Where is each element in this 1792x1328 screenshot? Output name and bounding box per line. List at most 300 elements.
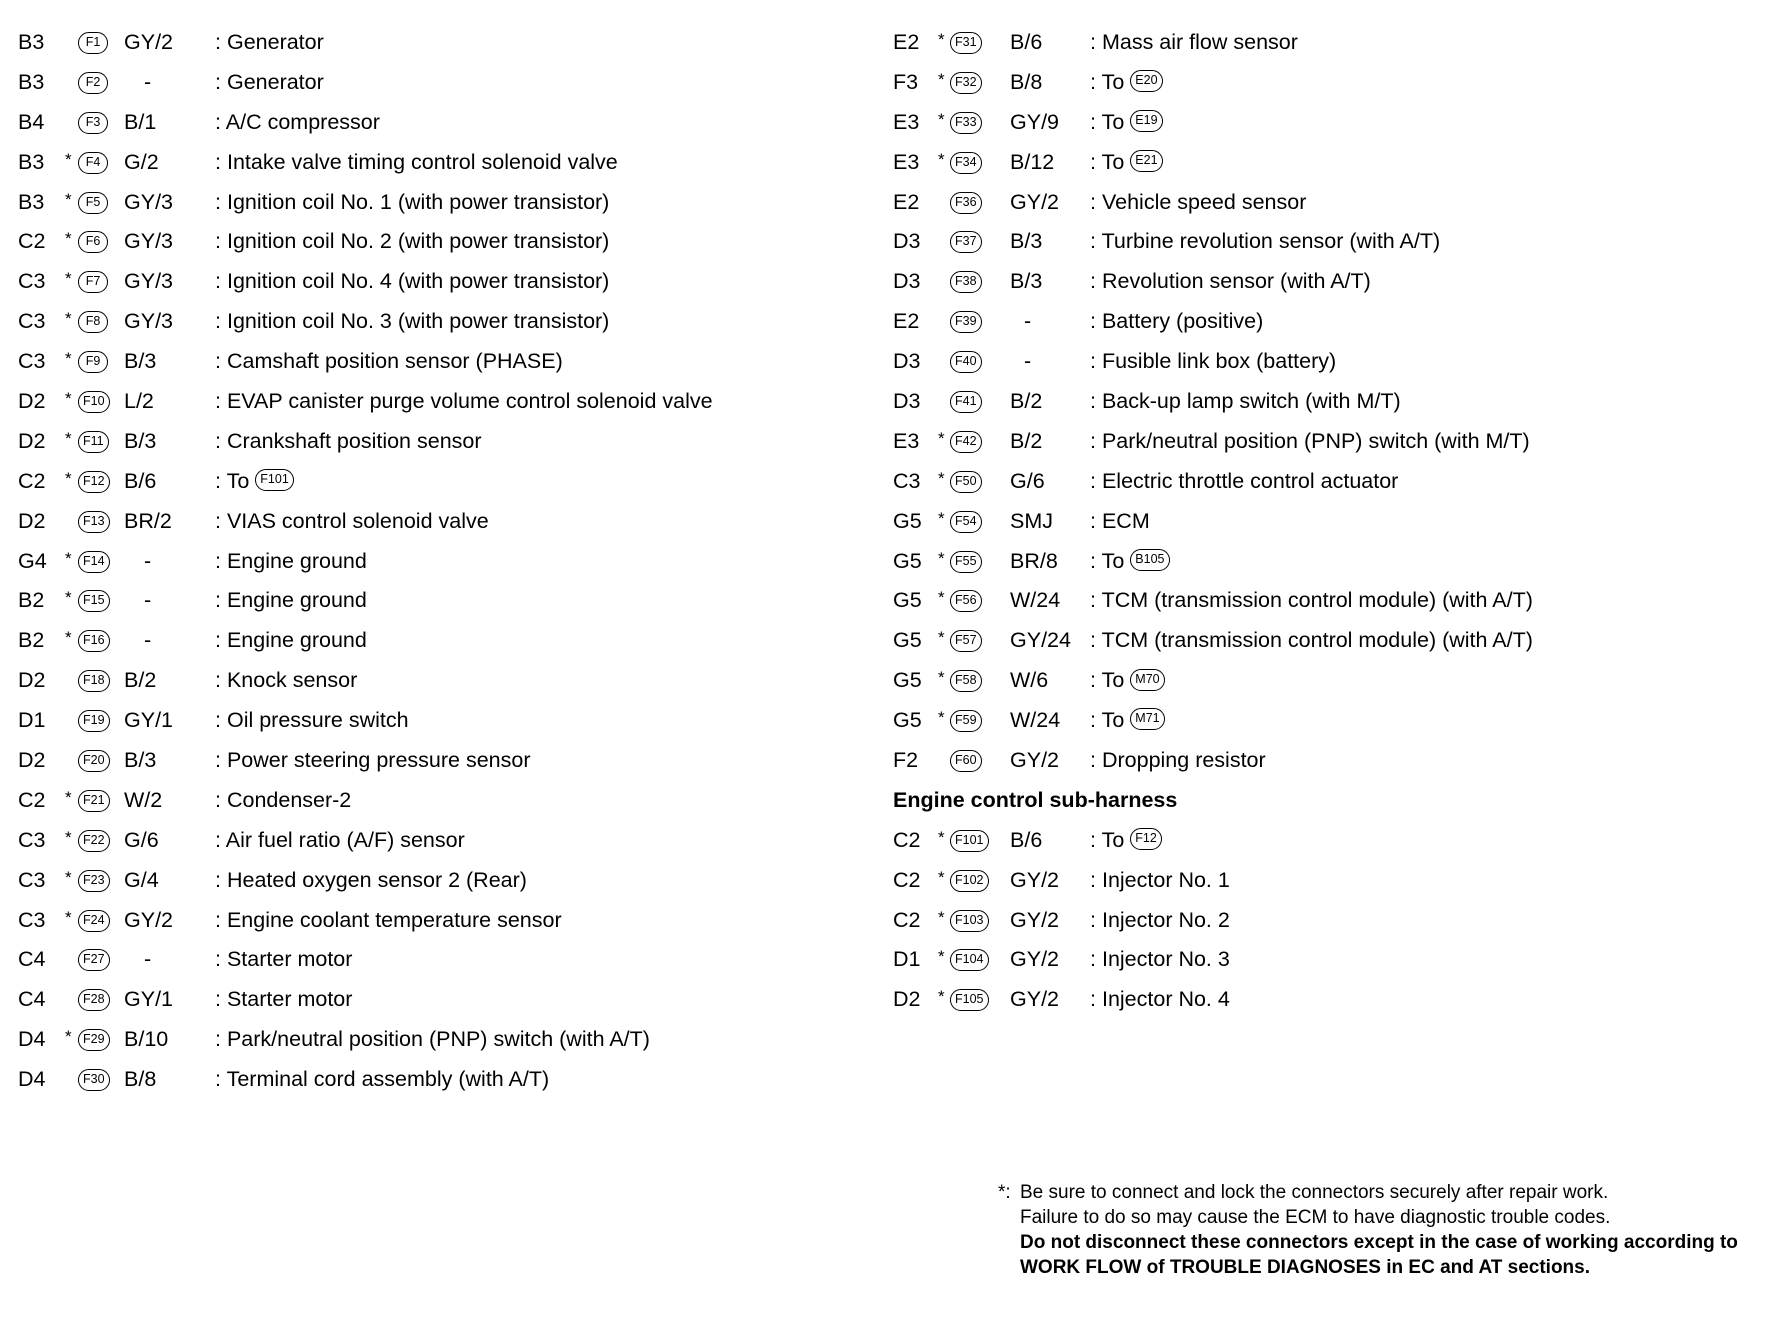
connector-row — [18, 581, 868, 621]
lock-star-icon: * — [65, 787, 72, 807]
grid-location: G5 — [893, 628, 922, 653]
connector-description — [1090, 143, 1163, 183]
connector-number: F24 — [78, 910, 110, 932]
colon-separator: : — [215, 229, 221, 254]
colon-separator: : — [215, 787, 221, 812]
lock-star-icon: * — [65, 588, 72, 608]
connector-row — [893, 581, 1773, 621]
connector-spec: GY/2 — [1010, 867, 1059, 892]
grid-location: B3 — [18, 69, 45, 94]
connector-description — [215, 1020, 650, 1060]
connector-description — [215, 422, 482, 462]
grid-location: C3 — [18, 827, 46, 852]
grid-location: D4 — [18, 1027, 46, 1052]
connector-description — [215, 262, 609, 302]
colon-separator: : — [215, 827, 221, 852]
lock-star-icon: * — [938, 668, 945, 688]
connector-spec: B/3 — [124, 428, 157, 453]
footnote-line-2: Failure to do so may cause the ECM to have diagnostic trouble codes. — [1020, 1207, 1611, 1228]
colon-separator: : — [1090, 189, 1096, 214]
connector-number: F9 — [78, 351, 108, 373]
description-text: Injector No. 3 — [1101, 947, 1230, 972]
connector-row — [893, 980, 1773, 1020]
connector-number: F58 — [950, 670, 982, 692]
connector-spec: G/4 — [124, 867, 159, 892]
connector-spec: GY/2 — [1010, 907, 1059, 932]
lock-star-icon: * — [938, 548, 945, 568]
connector-spec: B/3 — [1010, 269, 1043, 294]
colon-separator: : — [1090, 708, 1096, 733]
colon-separator: : — [215, 468, 221, 493]
colon-separator: : — [215, 428, 221, 453]
description-text: Heated oxygen sensor 2 (Rear) — [226, 867, 527, 892]
description-text: Dropping resistor — [1101, 748, 1266, 773]
connector-row — [893, 462, 1773, 502]
grid-location: E2 — [893, 30, 920, 54]
connector-number: F32 — [950, 72, 982, 94]
grid-location: D4 — [18, 1067, 46, 1092]
connector-row — [18, 980, 868, 1020]
connector-description — [1090, 422, 1530, 462]
description-text: Starter motor — [226, 987, 353, 1012]
description-text: Oil pressure switch — [226, 708, 409, 733]
connector-description — [1090, 861, 1230, 901]
description-text: Park/neutral position (PNP) switch (with A/T) — [226, 1027, 650, 1052]
grid-location: D2 — [18, 508, 46, 533]
colon-separator: : — [215, 548, 221, 573]
colon-separator: : — [215, 1067, 221, 1092]
connector-row — [18, 781, 868, 821]
connector-description — [215, 143, 618, 183]
connector-number: F10 — [78, 391, 110, 413]
connector-spec: - — [1024, 309, 1032, 334]
connector-description — [1090, 741, 1266, 781]
connector-number: F14 — [78, 551, 110, 573]
connector-spec: L/2 — [124, 389, 154, 414]
connector-number: F22 — [78, 830, 110, 852]
connector-row — [18, 103, 868, 143]
footnote-warning: Do not disconnect these connectors except in the case of working according to WORK FLOW of TROUBLE DIAGNOSES in EC and AT sections. — [1020, 1232, 1738, 1278]
grid-location: D2 — [18, 428, 46, 453]
connector-number: F11 — [78, 431, 109, 453]
connector-number: F38 — [950, 271, 982, 293]
description-text: Generator — [226, 30, 324, 54]
connector-number: F36 — [950, 192, 982, 214]
colon-separator: : — [215, 867, 221, 892]
connector-spec: GY/2 — [124, 907, 173, 932]
lock-star-icon: * — [65, 389, 72, 409]
connector-spec: G/6 — [124, 827, 159, 852]
connector-spec: B/6 — [1010, 827, 1043, 852]
connector-description — [215, 741, 531, 781]
connector-spec: G/2 — [124, 149, 159, 174]
lock-star-icon: * — [938, 628, 945, 648]
colon-separator: : — [215, 987, 221, 1012]
description-text: Revolution sensor (with A/T) — [1101, 269, 1371, 294]
connector-spec: W/2 — [124, 787, 163, 812]
connector-spec: - — [144, 947, 152, 972]
connector-number: F50 — [950, 471, 982, 493]
lock-star-icon: * — [938, 508, 945, 528]
connector-number: F30 — [78, 1069, 110, 1091]
connector-spec: GY/24 — [1010, 628, 1071, 653]
lock-star-icon: * — [938, 947, 945, 967]
lock-star-icon: * — [65, 628, 72, 648]
description-text: To — [1101, 548, 1125, 573]
connector-description — [215, 940, 352, 980]
lock-star-icon: * — [65, 309, 72, 329]
connector-row — [893, 502, 1773, 542]
description-text: Terminal cord assembly (with A/T) — [226, 1067, 550, 1092]
description-text: TCM (transmission control module) (with A/T) — [1101, 588, 1533, 613]
connector-row — [893, 143, 1773, 183]
connector-number: F23 — [78, 870, 110, 892]
grid-location: E3 — [893, 149, 920, 174]
connector-row — [893, 422, 1773, 462]
connector-row — [18, 342, 868, 382]
connector-row — [893, 63, 1773, 103]
description-text: Starter motor — [226, 947, 353, 972]
connector-number: F57 — [950, 630, 982, 652]
colon-separator: : — [1090, 349, 1096, 374]
lock-star-icon: * — [938, 827, 945, 847]
colon-separator: : — [215, 189, 221, 214]
connector-row — [893, 262, 1773, 302]
connector-spec: GY/2 — [1010, 748, 1059, 773]
connector-number: F60 — [950, 750, 982, 772]
lock-star-icon: * — [65, 468, 72, 488]
colon-separator: : — [215, 309, 221, 334]
description-text: Back-up lamp switch (with M/T) — [1101, 389, 1401, 414]
description-text: Engine ground — [226, 548, 367, 573]
grid-location: D2 — [18, 668, 46, 693]
connector-row — [18, 861, 868, 901]
lock-star-icon: * — [65, 229, 72, 249]
connector-row — [18, 222, 868, 262]
connector-spec: GY/9 — [1010, 109, 1059, 134]
description-text: Camshaft position sensor (PHASE) — [226, 349, 563, 374]
connector-number: F20 — [78, 750, 110, 772]
connector-description — [215, 861, 527, 901]
connector-number: F33 — [950, 112, 982, 134]
connector-description — [215, 23, 324, 63]
connector-number: F37 — [950, 231, 982, 253]
colon-separator: : — [1090, 987, 1096, 1012]
lock-star-icon: * — [938, 109, 945, 129]
connector-description — [1090, 940, 1230, 980]
grid-location: D1 — [893, 947, 921, 972]
grid-location: C2 — [893, 907, 921, 932]
grid-location: D3 — [893, 229, 921, 254]
grid-location: G5 — [893, 668, 922, 693]
colon-separator: : — [215, 907, 221, 932]
description-text: Intake valve timing control solenoid valve — [226, 149, 618, 174]
connector-reference: E19 — [1130, 110, 1162, 132]
connector-row — [893, 183, 1773, 223]
connector-description — [1090, 542, 1170, 582]
connector-reference: M70 — [1130, 669, 1164, 691]
connector-number: F101 — [950, 830, 989, 852]
connector-spec: B/2 — [1010, 428, 1043, 453]
description-text: Battery (positive) — [1101, 309, 1264, 334]
connector-row — [18, 542, 868, 582]
connector-row — [893, 861, 1773, 901]
colon-separator: : — [215, 149, 221, 174]
lock-star-icon: * — [65, 827, 72, 847]
connector-spec: - — [1024, 349, 1032, 374]
connector-row — [893, 901, 1773, 941]
connector-description — [1090, 382, 1401, 422]
connector-number: F8 — [78, 311, 108, 333]
connector-number: F41 — [950, 391, 982, 413]
connector-description — [1090, 621, 1533, 661]
connector-number: F56 — [950, 590, 982, 612]
connector-number: F104 — [950, 949, 989, 971]
description-text: Mass air flow sensor — [1101, 30, 1298, 54]
grid-location: G4 — [18, 548, 47, 573]
connector-number: F16 — [78, 630, 110, 652]
connector-description — [215, 821, 465, 861]
colon-separator: : — [215, 508, 221, 533]
colon-separator: : — [1090, 468, 1096, 493]
description-text: Ignition coil No. 2 (with power transistor) — [226, 229, 610, 254]
connector-spec: W/6 — [1010, 668, 1049, 693]
connector-number: F6 — [78, 231, 108, 253]
description-text: Generator — [226, 69, 324, 94]
grid-location: C2 — [18, 229, 46, 254]
connector-spec: GY/3 — [124, 229, 173, 254]
lock-star-icon: * — [65, 548, 72, 568]
colon-separator: : — [1090, 628, 1096, 653]
connector-spec: B/3 — [124, 748, 157, 773]
connector-description — [1090, 342, 1336, 382]
description-text: ECM — [1101, 508, 1150, 533]
connector-description — [1090, 183, 1306, 223]
connector-spec: - — [144, 69, 152, 94]
connector-spec: B/12 — [1010, 149, 1055, 174]
connector-spec: BR/2 — [124, 508, 172, 533]
connector-spec: B/2 — [1010, 389, 1043, 414]
connector-spec: W/24 — [1010, 588, 1061, 613]
colon-separator: : — [1090, 867, 1096, 892]
colon-separator: : — [1090, 827, 1096, 852]
grid-location: E3 — [893, 428, 920, 453]
description-text: Fusible link box (battery) — [1101, 349, 1337, 374]
grid-location: D1 — [18, 708, 46, 733]
grid-location: C2 — [893, 827, 921, 852]
connector-description — [1090, 103, 1163, 143]
connector-row — [893, 103, 1773, 143]
connector-spec: B/3 — [1010, 229, 1043, 254]
lock-star-icon: * — [65, 1027, 72, 1047]
connector-description — [215, 502, 489, 542]
connector-reference: F12 — [1130, 828, 1162, 850]
connector-number: F7 — [78, 271, 108, 293]
description-text: Vehicle speed sensor — [1101, 189, 1307, 214]
grid-location: B3 — [18, 149, 45, 174]
grid-location: D2 — [18, 389, 46, 414]
connector-description — [1090, 222, 1440, 262]
connector-row — [18, 422, 868, 462]
connector-spec: B/2 — [124, 668, 157, 693]
connector-spec: GY/2 — [1010, 189, 1059, 214]
colon-separator: : — [215, 30, 221, 54]
connector-description — [215, 183, 609, 223]
lock-star-icon: * — [65, 269, 72, 289]
connector-number: F2 — [78, 72, 108, 94]
grid-location: B4 — [18, 109, 45, 134]
colon-separator: : — [1090, 508, 1096, 533]
grid-location: D2 — [18, 748, 46, 773]
connector-description — [215, 980, 352, 1020]
connector-spec: - — [144, 548, 152, 573]
description-text: Knock sensor — [226, 668, 358, 693]
lock-star-icon: * — [65, 349, 72, 369]
grid-location: B2 — [18, 588, 45, 613]
description-text: Turbine revolution sensor (with A/T) — [1101, 229, 1441, 254]
connector-number: F102 — [950, 870, 989, 892]
lock-star-icon: * — [65, 867, 72, 887]
connector-row — [893, 342, 1773, 382]
connector-row — [893, 940, 1773, 980]
connector-description — [1090, 502, 1150, 542]
connector-row — [893, 542, 1773, 582]
colon-separator: : — [1090, 109, 1096, 134]
connector-number: F15 — [78, 590, 110, 612]
right-connector-list — [893, 23, 1773, 1020]
connector-description — [215, 661, 357, 701]
description-text: To — [1101, 827, 1125, 852]
grid-location: E3 — [893, 109, 920, 134]
connector-spec: B/10 — [124, 1027, 169, 1052]
connector-number: F12 — [78, 471, 110, 493]
connector-spec: - — [144, 588, 152, 613]
colon-separator: : — [215, 1027, 221, 1052]
grid-location: B3 — [18, 189, 45, 214]
grid-location: B2 — [18, 628, 45, 653]
connector-row — [18, 821, 868, 861]
description-text: Engine ground — [226, 588, 367, 613]
colon-separator: : — [1090, 389, 1096, 414]
connector-spec: B/8 — [124, 1067, 157, 1092]
lock-star-icon: * — [938, 867, 945, 887]
grid-location: E2 — [893, 309, 920, 334]
connector-row — [18, 621, 868, 661]
connector-description — [215, 781, 351, 821]
connector-description — [215, 382, 713, 422]
connector-spec: B/8 — [1010, 69, 1043, 94]
connector-row — [18, 701, 868, 741]
colon-separator: : — [1090, 309, 1096, 334]
connector-reference: F101 — [255, 469, 294, 491]
colon-separator: : — [1090, 149, 1096, 174]
lock-star-icon: * — [938, 588, 945, 608]
colon-separator: : — [215, 269, 221, 294]
connector-description — [1090, 462, 1398, 502]
grid-location: G5 — [893, 548, 922, 573]
description-text: To — [1101, 708, 1125, 733]
connector-spec: GY/3 — [124, 309, 173, 334]
connector-number: F19 — [78, 710, 110, 732]
lock-star-icon: * — [938, 69, 945, 89]
colon-separator: : — [215, 588, 221, 613]
description-text: To — [1101, 109, 1125, 134]
description-text: Ignition coil No. 3 (with power transistor) — [226, 309, 610, 334]
connector-row — [18, 63, 868, 103]
description-text: Park/neutral position (PNP) switch (with M/T) — [1101, 428, 1530, 453]
connector-number: F28 — [78, 989, 110, 1011]
description-text: To — [1101, 149, 1125, 174]
connector-description — [215, 103, 380, 143]
connector-row — [893, 701, 1773, 741]
connector-number: F55 — [950, 551, 982, 573]
sub-harness-title: Engine control sub-harness — [893, 787, 1178, 812]
connector-spec: GY/2 — [124, 30, 173, 54]
colon-separator: : — [1090, 588, 1096, 613]
description-text: EVAP canister purge volume control solenoid valve — [226, 389, 713, 414]
connector-row — [18, 502, 868, 542]
connector-number: F40 — [950, 351, 982, 373]
lock-star-icon: * — [938, 468, 945, 488]
connector-spec: GY/2 — [1010, 987, 1059, 1012]
connector-number: F18 — [78, 670, 110, 692]
connector-description — [1090, 821, 1162, 861]
description-text: To — [1101, 69, 1125, 94]
left-connector-list — [18, 23, 868, 1100]
colon-separator: : — [215, 668, 221, 693]
connector-spec: B/3 — [124, 349, 157, 374]
lock-star-icon: * — [938, 428, 945, 448]
connector-spec: GY/3 — [124, 189, 173, 214]
description-text: Injector No. 1 — [1101, 867, 1230, 892]
connector-number: F54 — [950, 511, 982, 533]
connector-description — [215, 462, 294, 502]
description-text: VIAS control solenoid valve — [226, 508, 489, 533]
connector-number: F1 — [78, 32, 108, 54]
connector-reference: M71 — [1130, 708, 1164, 730]
connector-row — [18, 1060, 868, 1100]
colon-separator: : — [215, 389, 221, 414]
footnote-mark: *: — [998, 1182, 1011, 1203]
connector-description — [215, 1060, 549, 1100]
description-text: A/C compressor — [225, 109, 380, 134]
connector-description — [215, 901, 562, 941]
grid-location: C3 — [18, 867, 46, 892]
lock-star-icon: * — [938, 30, 945, 49]
connector-number: F29 — [78, 1029, 110, 1051]
description-text: Electric throttle control actuator — [1101, 468, 1399, 493]
connector-number: F34 — [950, 152, 982, 174]
grid-location: E2 — [893, 189, 920, 214]
connector-description — [215, 302, 609, 342]
grid-location: D2 — [893, 987, 921, 1012]
connector-number: F31 — [950, 32, 982, 54]
grid-location: C3 — [18, 269, 46, 294]
connector-row — [18, 382, 868, 422]
description-text: To — [226, 468, 250, 493]
grid-location: D3 — [893, 389, 921, 414]
description-text: TCM (transmission control module) (with A/T) — [1101, 628, 1533, 653]
connector-row — [18, 661, 868, 701]
connector-row — [893, 302, 1773, 342]
connector-description — [1090, 23, 1298, 63]
description-text: Ignition coil No. 1 (with power transistor) — [226, 189, 610, 214]
grid-location: D3 — [893, 269, 921, 294]
connector-number: F105 — [950, 989, 989, 1011]
description-text: Injector No. 2 — [1101, 907, 1230, 932]
connector-row — [893, 382, 1773, 422]
footnote-line-1: Be sure to connect and lock the connectors securely after repair work. — [1020, 1182, 1609, 1203]
